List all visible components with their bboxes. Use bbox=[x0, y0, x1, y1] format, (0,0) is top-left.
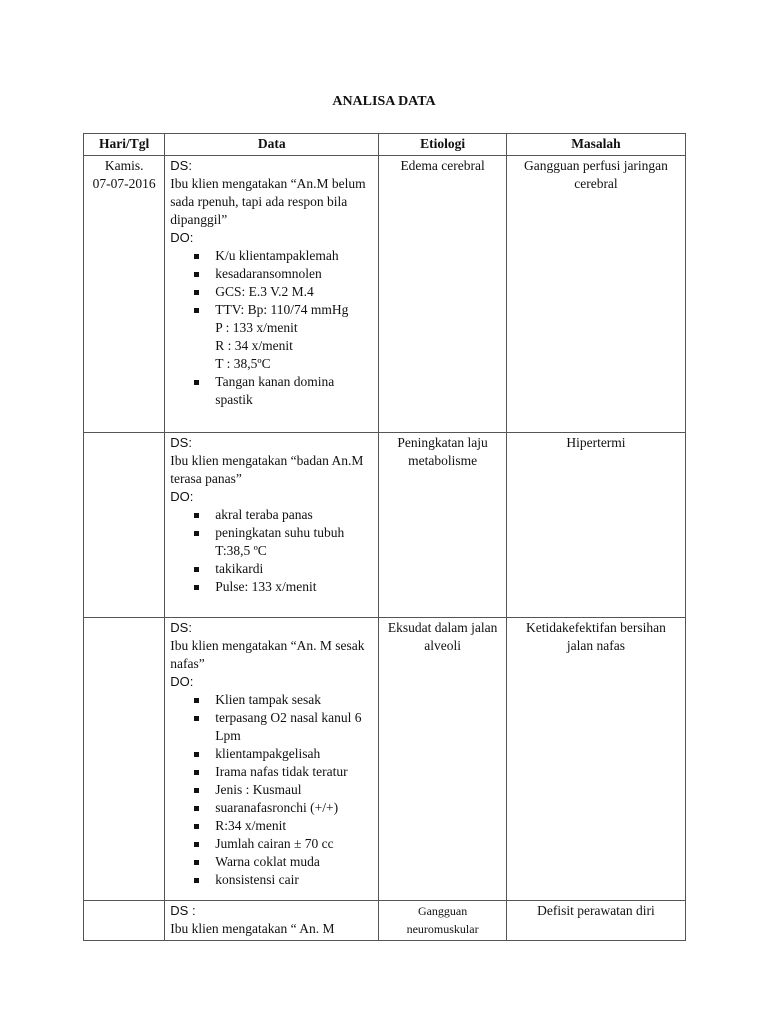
do-label: DO: bbox=[170, 674, 194, 689]
do-item: terpasang O2 nasal kanul 6 Lpm bbox=[170, 709, 373, 745]
cell-data bbox=[165, 433, 379, 618]
do-item: Irama nafas tidak teratur bbox=[170, 763, 373, 781]
table-row bbox=[84, 156, 686, 433]
do-item: Klien tampak sesak bbox=[170, 691, 373, 709]
cell-data bbox=[165, 901, 379, 941]
ds-label: DS: bbox=[170, 158, 192, 173]
ds-text: Ibu klien mengatakan “An. M sesak nafas” bbox=[170, 638, 365, 671]
ds-text: Ibu klien mengatakan “An.M belum sada rpenuh, tapi ada respon bila dipanggil” bbox=[170, 176, 366, 227]
cell-etiologi: Edema cerebral bbox=[379, 156, 507, 433]
cell-date bbox=[84, 433, 165, 618]
ds-label: DS : bbox=[170, 903, 196, 918]
cell-data bbox=[165, 156, 379, 433]
do-item: klientampakgelisah bbox=[170, 745, 373, 763]
do-item: akral teraba panas bbox=[170, 506, 373, 524]
ds-text: Ibu klien mengatakan “ An. M bbox=[170, 921, 335, 936]
cell-etiologi: Gangguan neuromuskular bbox=[379, 901, 507, 941]
cell-etiologi: Eksudat dalam jalan alveoli bbox=[379, 618, 507, 901]
do-item: GCS: E.3 V.2 M.4 bbox=[170, 283, 373, 301]
do-label: DO: bbox=[170, 230, 194, 245]
header-etiologi: Etiologi bbox=[379, 134, 507, 156]
do-item: Jenis : Kusmaul bbox=[170, 781, 373, 799]
header-data: Data bbox=[165, 134, 379, 156]
analysis-table bbox=[83, 133, 686, 941]
cell-masalah: Gangguan perfusi jaringan cerebral bbox=[506, 156, 685, 433]
do-item: takikardi bbox=[170, 560, 373, 578]
cell-masalah: Ketidakefektifan bersihan jalan nafas bbox=[506, 618, 685, 901]
row-day: Kamis. bbox=[104, 158, 144, 173]
cell-date bbox=[84, 901, 165, 941]
vital-resp: R : 34 x/menit bbox=[215, 338, 293, 353]
vital-pulse: P : 133 x/menit bbox=[215, 320, 298, 335]
cell-date bbox=[84, 618, 165, 901]
do-item: suaranafasronchi (+/+) bbox=[170, 799, 373, 817]
vital-temp: T : 38,5ºC bbox=[215, 356, 271, 371]
do-item: Jumlah cairan ± 70 cc bbox=[170, 835, 373, 853]
do-item: Warna coklat muda bbox=[170, 853, 373, 871]
cell-masalah: Defisit perawatan diri bbox=[506, 901, 685, 941]
cell-data bbox=[165, 618, 379, 901]
table-row bbox=[84, 901, 686, 941]
table-row bbox=[84, 618, 686, 901]
ds-label: DS: bbox=[170, 435, 192, 450]
do-item: Pulse: 133 x/menit bbox=[170, 578, 373, 596]
header-hari-tgl: Hari/Tgl bbox=[84, 134, 165, 156]
do-item: Tangan kanan domina spastik bbox=[170, 373, 373, 409]
do-item: konsistensi cair bbox=[170, 871, 373, 889]
ds-label: DS: bbox=[170, 620, 192, 635]
row-date: 07-07-2016 bbox=[92, 176, 156, 191]
cell-etiologi: Peningkatan laju metabolisme bbox=[379, 433, 507, 618]
table-row bbox=[84, 433, 686, 618]
cell-date bbox=[84, 156, 165, 433]
do-item: kesadaransomnolen bbox=[170, 265, 373, 283]
do-item: K/u klientampaklemah bbox=[170, 247, 373, 265]
do-item: R:34 x/menit bbox=[170, 817, 373, 835]
cell-masalah: Hipertermi bbox=[506, 433, 685, 618]
page-title: ANALISA DATA bbox=[332, 94, 436, 109]
do-item: peningkatan suhu tubuh T:38,5 ºC bbox=[170, 524, 373, 560]
table-header-row bbox=[84, 134, 686, 156]
do-label: DO: bbox=[170, 489, 194, 504]
do-item: TTV: Bp: 110/74 mmHg bbox=[170, 301, 373, 319]
header-masalah: Masalah bbox=[506, 134, 685, 156]
ds-text: Ibu klien mengatakan “badan An.M terasa panas” bbox=[170, 453, 364, 486]
